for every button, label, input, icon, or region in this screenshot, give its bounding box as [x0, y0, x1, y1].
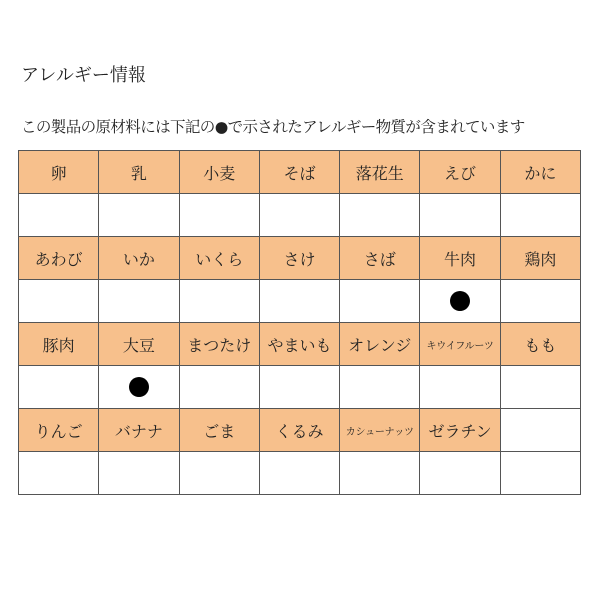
allergen-mark-row [19, 452, 581, 495]
allergen-mark-cell [340, 194, 420, 237]
allergen-mark-cell [420, 194, 500, 237]
allergen-name-cell: カシューナッツ [340, 409, 420, 452]
allergen-name-cell: さば [340, 237, 420, 280]
allergen-mark-cell [179, 194, 259, 237]
allergen-name-cell: もも [500, 323, 580, 366]
allergen-mark-cell [340, 280, 420, 323]
allergen-mark-cell [179, 366, 259, 409]
allergen-name-cell: 小麦 [179, 151, 259, 194]
allergen-description: この製品の原材料には下記の●で示されたアレルギー物質が含まれています [21, 118, 525, 136]
allergen-name-cell: キウイフルーツ [420, 323, 500, 366]
allergen-mark-cell [99, 194, 179, 237]
allergen-mark-cell [19, 280, 99, 323]
allergen-name-row [19, 409, 581, 452]
allergen-mark-cell [500, 366, 580, 409]
allergen-mark-cell [179, 452, 259, 495]
allergen-mark-cell [420, 366, 500, 409]
allergen-name-cell: バナナ [99, 409, 179, 452]
allergen-present-dot-icon [450, 291, 470, 311]
allergen-name-row [19, 151, 581, 194]
allergen-mark-cell [179, 280, 259, 323]
allergen-name-cell: 鶏肉 [500, 237, 580, 280]
allergen-name-cell: 卵 [19, 151, 99, 194]
allergen-present-dot-icon [129, 377, 149, 397]
allergen-mark-row [19, 280, 581, 323]
allergen-mark-cell [259, 452, 339, 495]
allergen-name-row [19, 323, 581, 366]
allergen-mark-cell [500, 452, 580, 495]
allergen-name-cell: オレンジ [340, 323, 420, 366]
allergen-mark-cell [500, 280, 580, 323]
allergen-mark-cell [19, 366, 99, 409]
allergen-name-cell: やまいも [259, 323, 339, 366]
allergen-name-cell: えび [420, 151, 500, 194]
allergen-name-cell: ゼラチン [420, 409, 500, 452]
allergen-mark-cell [19, 194, 99, 237]
allergen-name-cell: さけ [259, 237, 339, 280]
allergen-mark-cell [340, 366, 420, 409]
allergen-name-cell: かに [500, 151, 580, 194]
allergen-name-cell: 乳 [99, 151, 179, 194]
allergen-name-cell: いか [99, 237, 179, 280]
allergen-mark-cell [420, 452, 500, 495]
allergen-mark-cell [259, 366, 339, 409]
allergen-name-cell: いくら [179, 237, 259, 280]
allergen-mark-cell [259, 194, 339, 237]
allergen-mark-cell [99, 280, 179, 323]
allergen-name-cell: まつたけ [179, 323, 259, 366]
allergen-name-row [19, 237, 581, 280]
allergen-table-body [19, 151, 581, 495]
allergen-name-cell [500, 409, 580, 452]
allergen-name-cell: 豚肉 [19, 323, 99, 366]
allergen-mark-cell [99, 366, 179, 409]
allergen-table [18, 150, 581, 495]
allergen-mark-cell [500, 194, 580, 237]
allergen-name-cell: 大豆 [99, 323, 179, 366]
allergen-mark-cell [420, 280, 500, 323]
allergen-mark-cell [19, 452, 99, 495]
allergen-name-cell: そば [259, 151, 339, 194]
page-title: アレルギー情報 [21, 65, 146, 86]
allergen-name-cell: りんご [19, 409, 99, 452]
allergen-mark-row [19, 366, 581, 409]
allergen-name-cell: くるみ [259, 409, 339, 452]
allergen-name-cell: 落花生 [340, 151, 420, 194]
allergen-mark-cell [340, 452, 420, 495]
allergen-mark-cell [99, 452, 179, 495]
allergen-name-cell: あわび [19, 237, 99, 280]
allergen-name-cell: 牛肉 [420, 237, 500, 280]
allergen-mark-cell [259, 280, 339, 323]
allergen-name-cell: ごま [179, 409, 259, 452]
allergen-mark-row [19, 194, 581, 237]
